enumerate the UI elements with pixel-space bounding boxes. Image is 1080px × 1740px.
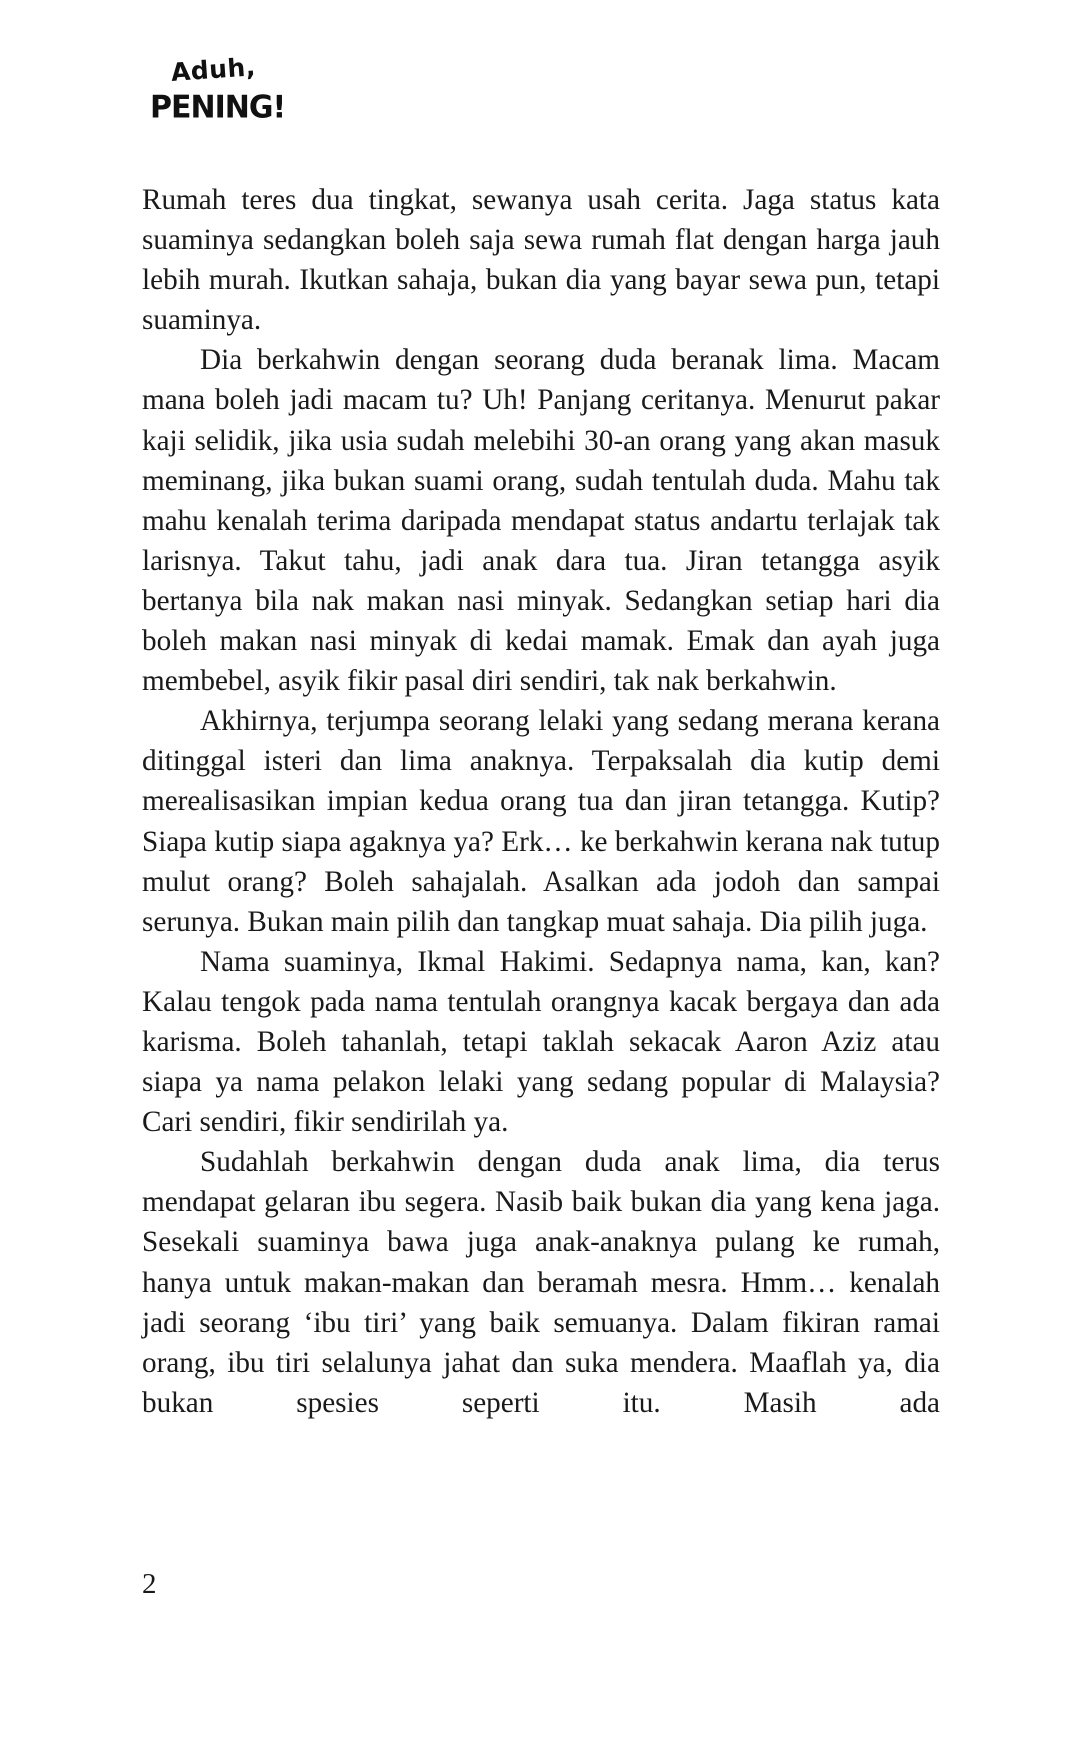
logo-pening-text: PENING! [150, 89, 286, 126]
book-title-logo [150, 52, 290, 128]
paragraph-4: Nama suaminya, Ikmal Hakimi. Sedapnya nama, kan, kan? Kalau tengok pada nama tentulah orangnya kacak bergaya dan ada karisma. Boleh tahanlah, tetapi taklah sekacak Aaron Aziz atau siapa ya nama pelakon lelaki yang sedang popular di Malaysia? Cari sendiri, fikir sendirilah ya. [142, 945, 940, 1139]
logo-line-pening [150, 89, 285, 126]
page-number: 2 [142, 1568, 157, 1600]
logo-line-aduh: Aduh, [169, 52, 257, 87]
paragraph-2: Dia berkahwin dengan seorang duda beranak lima. Macam mana boleh jadi macam tu? Uh! Panjang ceritanya. Menurut pakar kaji selidik, jika usia sudah melebihi 30-an orang yang akan masuk meminang, jika bukan suami orang, sudah tentulah duda. Mahu tak mahu kenalah terima daripada mendapat status andartu terlajak tak larisnya. Takut tahu, jadi anak dara tua. Jiran tetangga asyik bertanya bila nak makan nasi minyak. Sedangkan setiap hari dia boleh makan nasi minyak di kedai mamak. Emak dan ayah juga membebel, asyik fikir pasal diri sendiri, tak nak berkahwin. [142, 344, 940, 698]
paragraph-5: Sudahlah berkahwin dengan duda anak lima, dia terus mendapat gelaran ibu segera. Nasib baik bukan dia yang kena jaga. Sesekali suaminya bawa juga anak-anaknya pulang ke rumah, hanya untuk makan-makan dan beramah mesra. Hmm… kenalah jadi seorang ‘ibu tiri’ yang baik semuanya. Dalam fikiran ramai orang, ibu tiri selalunya jahat dan suka mendera. Maaflah ya, dia bukan spesies seperti itu. Masih ada [142, 1146, 940, 1419]
page-body [142, 180, 940, 1423]
paragraph-3: Akhirnya, terjumpa seorang lelaki yang sedang merana kerana ditinggal isteri dan lima anaknya. Terpaksalah dia kutip demi merealisasikan impian kedua orang tua dan jiran tetangga. Kutip? Siapa kutip siapa agaknya ya? Erk… ke berkahwin kerana nak tutup mulut orang? Boleh sahajalah. Asalkan ada jodoh dan sampai serunya. Bukan main pilih dan tangkap muat sahaja. Dia pilih juga. [142, 705, 940, 938]
paragraph-1: Rumah teres dua tingkat, sewanya usah cerita. Jaga status kata suaminya sedangkan boleh saja sewa rumah flat dengan harga jauh lebih murah. Ikutkan sahaja, bukan dia yang bayar sewa pun, tetapi suaminya. [142, 184, 940, 337]
